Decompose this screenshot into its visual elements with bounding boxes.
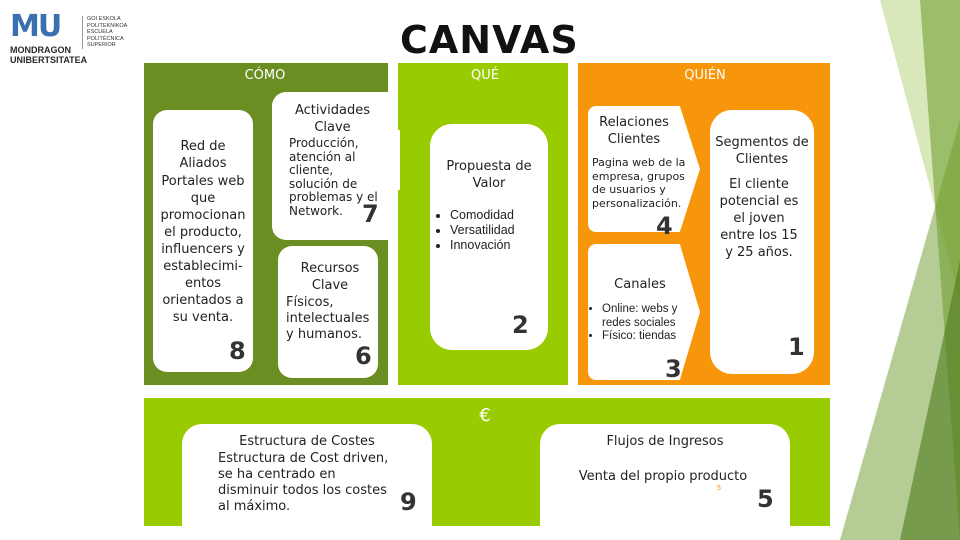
university-logo: [10, 9, 130, 65]
logo-name-line-2: UNIBERTSITATEA: [10, 55, 88, 65]
logo-side-line: SUPERIOR: [87, 42, 116, 48]
segmentos-body: El cliente potencial es el joven entre los 15 y 25 años.: [719, 177, 799, 260]
canales-number: 3: [665, 355, 682, 383]
recursos-title: Recursos Clave: [300, 261, 360, 293]
recursos-body: Físicos, intelectuales y humanos.: [286, 295, 370, 342]
segmentos-title: Segmentos de Clientes: [715, 135, 809, 167]
logo-side-text: [82, 16, 133, 49]
actividades-number: 7: [362, 200, 379, 228]
logo-side-line: POLITÉCNICA: [87, 35, 124, 42]
propuesta-number: 2: [512, 311, 529, 339]
propuesta-title: Propuesta de Valor: [446, 159, 532, 191]
red-aliados-body: Portales web que promocionan el producto, influencers y establecimi-entos orientados a su venta.: [160, 174, 246, 325]
ingresos-body: Venta del propio producto: [578, 469, 748, 484]
segmentos-number: 1: [788, 333, 805, 361]
logo-side-line: ESCUELA: [87, 29, 113, 35]
ingresos-number: 5: [757, 485, 774, 513]
costes-title: Estructura de Costes: [239, 434, 375, 449]
actividades-body: Producción, atención al cliente, solución de problemas y el Network.: [289, 136, 378, 218]
costes-body: Estructura de Cost driven, se ha centrado en disminuir todos los costes al máximo.: [218, 451, 389, 514]
canales-bullets: [588, 303, 708, 344]
logo-name: [10, 45, 87, 65]
actividades-title: Actividades Clave: [294, 103, 371, 135]
propuesta-bullet: • Comodidad: [450, 208, 560, 223]
decorative-background: [820, 0, 960, 540]
section-que: QUÉ: [471, 68, 499, 83]
propuesta-bullet: • Innovación: [450, 238, 560, 253]
recursos-number: 6: [355, 342, 372, 370]
actividades-notch: [378, 130, 400, 190]
canales-bullet: • Online: webs y redes sociales: [602, 303, 708, 330]
logo-name-line-1: MONDRAGON: [10, 45, 71, 55]
section-euro: €: [479, 405, 491, 426]
section-como: CÓMO: [244, 68, 286, 83]
canales-title: Canales: [614, 277, 666, 292]
relaciones-title: Relaciones Clientes: [599, 115, 669, 147]
section-quien: QUIÉN: [684, 68, 726, 83]
red-aliados-number: 8: [229, 337, 246, 365]
logo-mark: MU: [10, 9, 61, 44]
ingresos-footnote: 5: [716, 484, 722, 492]
propuesta-bullet: • Versatilidad: [450, 223, 560, 238]
page-title: CANVAS: [400, 18, 579, 62]
ingresos-title: Flujos de Ingresos: [606, 434, 724, 449]
costes-number: 9: [400, 488, 417, 516]
logo-side-line: GOI ESKOLA: [87, 16, 121, 22]
canales-bullet: • Físico: tiendas: [602, 330, 708, 344]
propuesta-bullets: [436, 208, 560, 253]
red-aliados-title: Red de Aliados: [179, 139, 227, 171]
relaciones-number: 4: [656, 212, 673, 240]
relaciones-body: Pagina web de la empresa, grupos de usuarios y personalización.: [592, 156, 686, 210]
logo-side-line: POLITEKNIKOA: [87, 22, 128, 29]
